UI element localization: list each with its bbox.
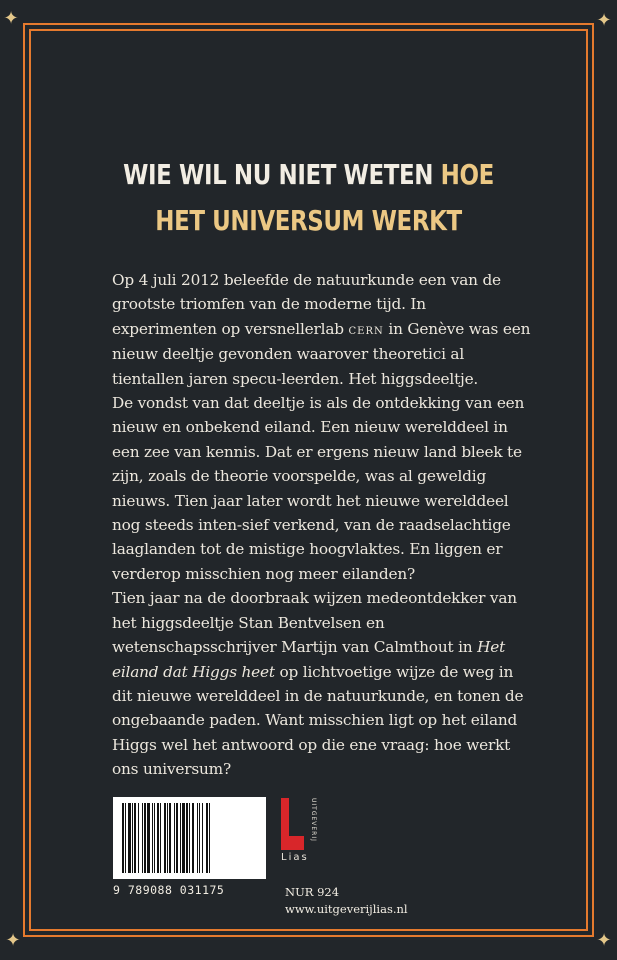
star-icon: ✦ <box>5 930 21 951</box>
blurb-p1-part-a: Op 4 juli 2012 beleefde de natuurkunde een van de grootste triomfen van de moderne tijd. In experimenten op versnellerlab <box>112 271 501 338</box>
blurb-p3-part-b: op lichtvoetige wijze de weg in dit nieuwe werelddeel in de natuurkunde, en tonen de ongebaande paden. Want misschien ligt op het eiland Higgs wel het antwoord op die ene vraag: hoe werkt ons universum? <box>112 662 524 779</box>
blurb-paragraph-3 <box>112 586 532 781</box>
headline-line-2 <box>56 198 562 244</box>
blurb-paragraph-2: De vondst van dat deeltje is als de ontdekking van een nieuw en onbekend eiland. Een nieuw werelddeel in een zee van kennis. Dat er ergens nieuw land bleek te zijn, zoals de theorie voorspelde, was al geweldig nieuws. Tien jaar later wordt het nieuwe werelddeel nog steeds inten-sief verkend, van de raadselachtige laaglanden tot de mistige hoogvlaktes. En liggen er verderop misschien nog meer eilanden? <box>112 394 525 583</box>
headline-line-1 <box>56 152 562 198</box>
barcode <box>113 797 266 879</box>
blurb-p1-part-b: in Genève was een nieuw deeltje gevonden waarover theoretici al tientallen jaren specu-leerden. Het higgsdeeltje. <box>112 319 531 388</box>
blurb-p3-part-a: Tien jaar na de doorbraak wijzen medeontdekker van het higgsdeeltje Stan Bentvelsen en wetenschapsschrijver Martijn van Calmthout in <box>112 589 517 657</box>
book-title: Het eiland dat Higgs heet <box>112 638 506 681</box>
blurb-paragraph-1 <box>112 268 532 391</box>
publisher-logo-mark <box>281 798 304 850</box>
publisher-url: www.uitgeverijlias.nl <box>285 902 408 916</box>
star-icon: ✦ <box>596 10 612 31</box>
barcode-number: 9 789088 031175 <box>113 883 225 897</box>
publisher-info <box>285 884 408 918</box>
publisher-logo-name: Lias <box>281 852 309 863</box>
headline-gold-text-2: HET UNIVERSUM WERKT <box>155 204 462 237</box>
headline-gold-text: HOE <box>440 158 494 191</box>
headline-white-text: WIE WIL NU NIET WETEN <box>123 158 441 191</box>
blurb-p1-cern: cern <box>348 321 384 338</box>
headline <box>56 152 562 244</box>
barcode-bars <box>122 803 257 873</box>
nur-code: NUR 924 <box>285 885 340 899</box>
star-icon: ✦ <box>596 930 612 951</box>
blurb-text <box>112 268 532 782</box>
star-icon: ✦ <box>3 8 19 29</box>
publisher-logo <box>281 798 321 868</box>
publisher-logo-vertical-text: UITGEVERIJ <box>310 798 317 842</box>
